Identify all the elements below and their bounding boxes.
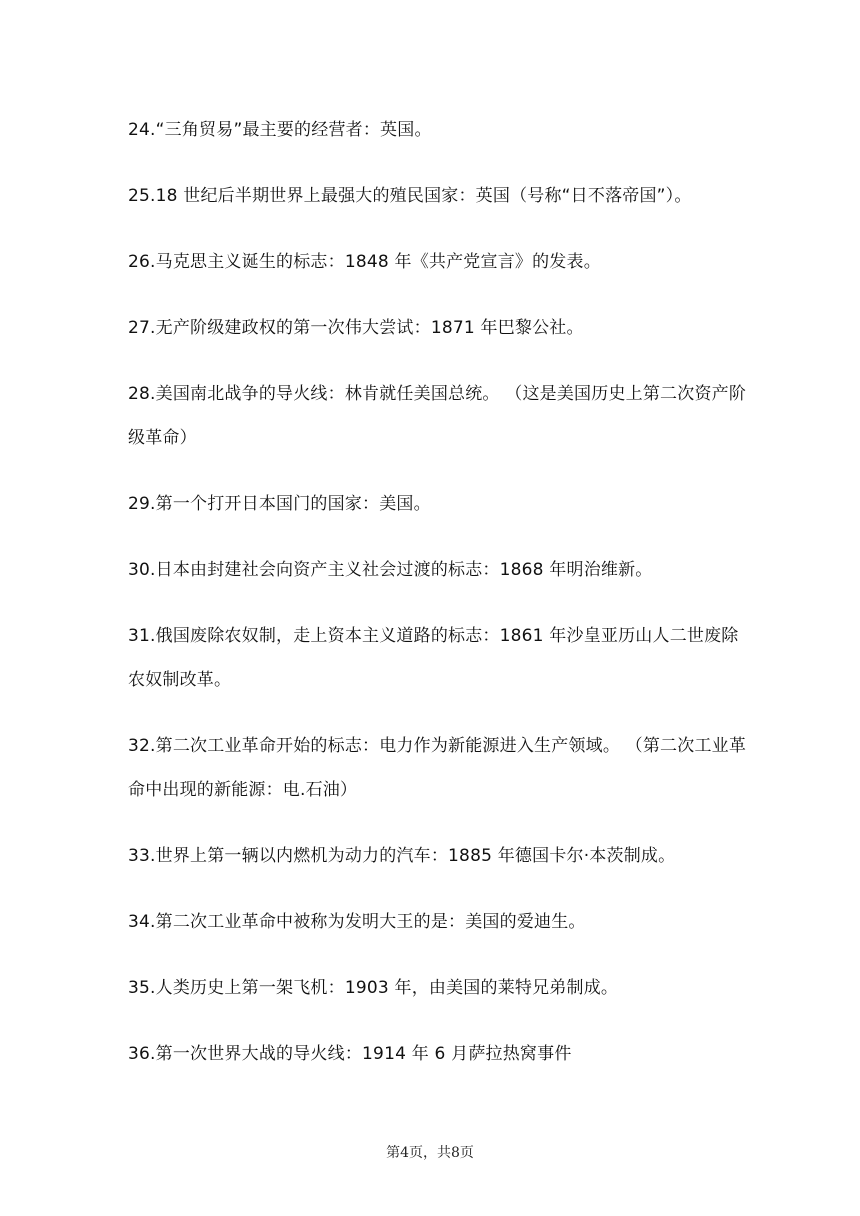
list-item-27: 27.无产阶级建政权的第一次伟大尝试：1871 年巴黎公社。 bbox=[128, 318, 584, 338]
list-item-33: 33.世界上第一辆以内燃机为动力的汽车：1885 年德国卡尔·本茨制成。 bbox=[128, 846, 676, 866]
document-body bbox=[128, 108, 748, 1098]
list-item-29: 29.第一个打开日本国门的国家：美国。 bbox=[128, 494, 431, 514]
list-item-32: 32.第二次工业革命开始的标志：电力作为新能源进入生产领域。 （第二次工业革命中出现的新能源：电.石油） bbox=[128, 736, 747, 800]
list-item-31: 31.俄国废除农奴制，走上资本主义道路的标志：1861 年沙皇亚历山人二世废除农奴制改革。 bbox=[128, 626, 739, 690]
page-number-footer: 第4页，共8页 bbox=[386, 1145, 474, 1161]
list-item-30: 30.日本由封建社会向资产主义社会过渡的标志：1868 年明治维新。 bbox=[128, 560, 653, 580]
list-item-25: 25.18 世纪后半期世界上最强大的殖民国家：英国（号称“日不落帝国”）。 bbox=[128, 186, 692, 206]
list-item-35: 35.人类历史上第一架飞机：1903 年，由美国的莱特兄弟制成。 bbox=[128, 978, 619, 998]
list-item-26: 26.马克思主义诞生的标志：1848 年《共产党宣言》的发表。 bbox=[128, 252, 601, 272]
list-item-24: 24.“三角贸易”最主要的经营者：英国。 bbox=[128, 120, 432, 140]
list-item-36: 36.第一次世界大战的导火线：1914 年 6 月萨拉热窝事件 bbox=[128, 1044, 572, 1064]
list-item-34: 34.第二次工业革命中被称为发明大王的是：美国的爱迪生。 bbox=[128, 912, 586, 932]
list-item-28: 28.美国南北战争的导火线：林肯就任美国总统。 （这是美国历史上第二次资产阶级革命） bbox=[128, 384, 747, 448]
